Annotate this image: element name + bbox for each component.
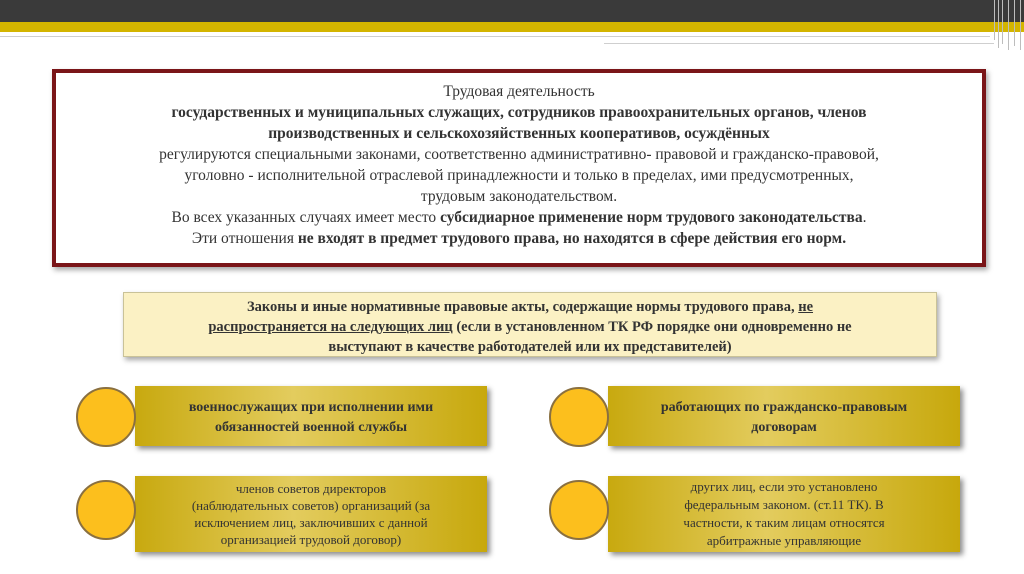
circle-bullet-1 xyxy=(76,387,136,447)
circle-bullet-2 xyxy=(549,387,609,447)
main-text-line8: Эти отношения не входят в предмет трудового права, но находятся в сфере действия его норм. xyxy=(191,230,847,247)
card-military: военнослужащих при исполнении ими обязанностей военной службы xyxy=(135,386,487,446)
top-gold-stripe xyxy=(0,22,1024,32)
divider-line-short xyxy=(604,43,994,44)
circle-bullet-3 xyxy=(76,480,136,540)
main-text-line7: Во всех указанных случаях имеет место субсидиарное применение норм трудового законодательства. xyxy=(171,209,867,226)
circle-bullet-4 xyxy=(549,480,609,540)
divider-line xyxy=(0,36,990,37)
main-text-frame xyxy=(52,69,986,267)
card-civil-contracts: работающих по гражданско-правовым договорам xyxy=(608,386,960,446)
main-text-line4: регулируются специальными законами, соответственно административно- правовой и гражданско-правовой, xyxy=(159,146,879,163)
main-text-line5: уголовно - исполнительной отраслевой принадлежности и только в пределах, ими предусмотренных, xyxy=(184,167,854,184)
main-subjects-line1: государственных и муниципальных служащих, сотрудников правоохранительных органов, членов xyxy=(171,104,867,121)
main-title: Трудовая деятельность xyxy=(443,83,595,100)
main-text-line6: трудовым законодательством. xyxy=(420,188,618,205)
laws-statement-box: Законы и иные нормативные правовые акты, содержащие нормы трудового права, не распространяется на следующих лиц (если в установленном ТК РФ порядке они одновременно не выступают в качестве работодателей или их представителей) xyxy=(123,292,937,357)
card-other-persons: других лиц, если это установлено федеральным законом. (ст.11 ТК). В частности, к таким лицам относятся арбитражные управляющие xyxy=(608,476,960,552)
corner-decoration xyxy=(990,0,1024,50)
main-subjects-line2: производственных и сельскохозяйственных кооперативов, осуждённых xyxy=(268,125,770,142)
card-board-members: членов советов директоров (наблюдательных советов) организаций (за исключением лиц, заключивших с данной организацией трудовой договор) xyxy=(135,476,487,552)
top-dark-bar xyxy=(0,0,1024,22)
